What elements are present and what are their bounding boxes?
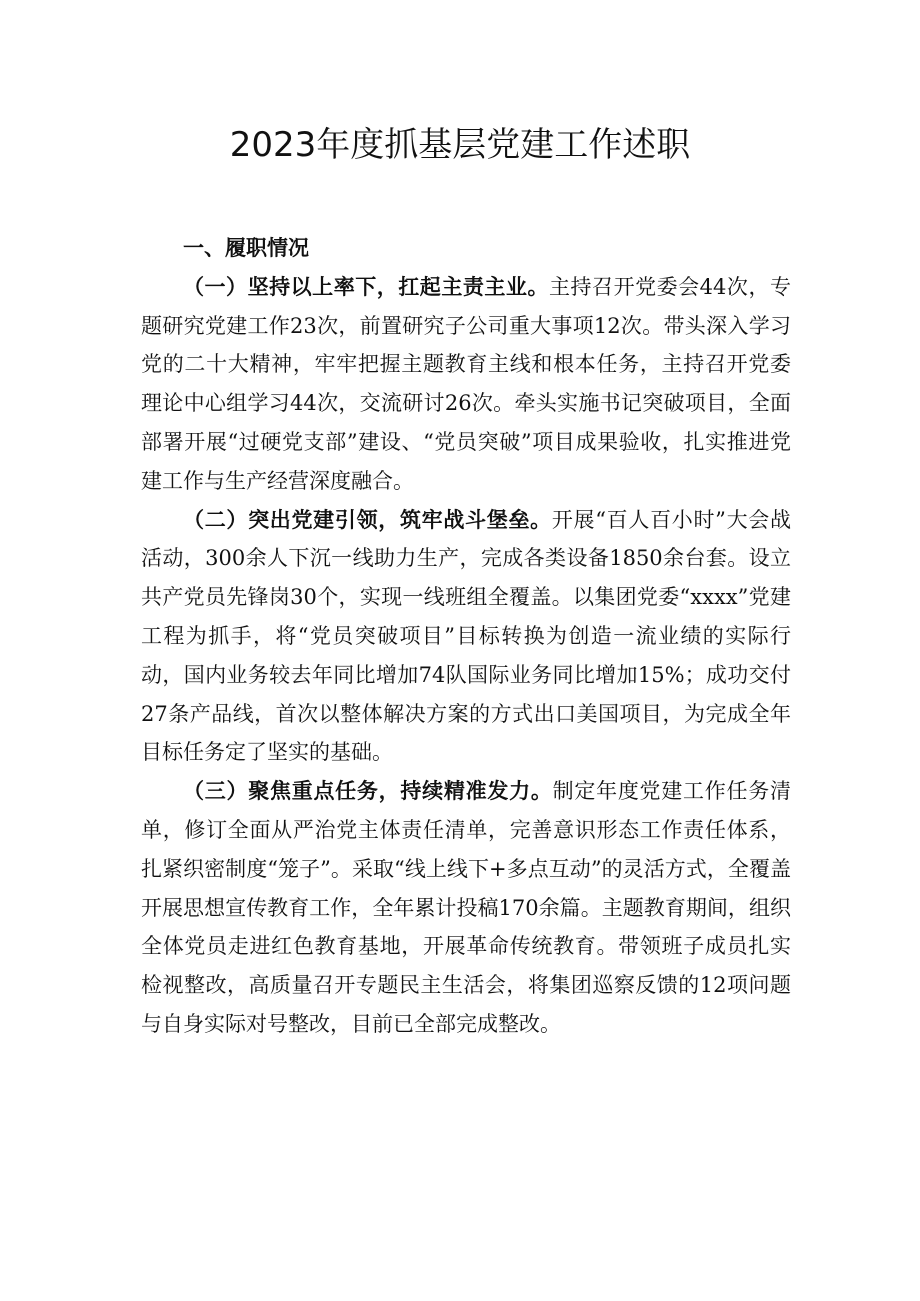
paragraph-lead: （三）聚焦重点任务，持续精准发力。 — [183, 778, 553, 804]
paragraph-1 — [141, 268, 791, 501]
section-heading: 一、履职情况 — [183, 235, 309, 260]
paragraph-2 — [141, 501, 791, 773]
paragraph-text: 制定年度党建工作任务清单，修订全面从严治党主体责任清单，完善意识形态工作责任体系，扎紧织密制度“笼子”。采取“线上线下+多点互动”的灵活方式，全覆盖开展思想宣传教育工作，全年累计投稿170余篇。主题教育期间，组织全体党员走进红色教育基地，开展革命传统教育。带领班子成员扎实检视整改，高质量召开专题民主生活会，将集团巡察反馈的12项问题与自身实际对号整改，目前已全部完成整改。 — [141, 779, 792, 1036]
paragraph-lead: （一）坚持以上率下，扛起主责主业。 — [183, 273, 549, 299]
document-body — [141, 229, 791, 1044]
document-title: 2023年度抓基层党建工作述职 — [229, 125, 691, 165]
paragraph-text: 开展“百人百小时”大会战活动，300余人下沉一线助力生产，完成各类设备1850余台套。设立共产党员先锋岗30个，实现一线班组全覆盖。以集团党委“xxxx”党建工程为抓手，将“党员突破项目”目标转换为创造一流业绩的实际行动，国内业务较去年同比增加74队国际业务同比增加15%；成功交付27条产品线，首次以整体解决方案的方式出口美国项目，为完成全年目标任务定了坚实的基础。 — [141, 507, 791, 765]
paragraph-lead: （二）突出党建引领，筑牢战斗堡垒。 — [183, 506, 552, 532]
paragraph-3 — [141, 772, 791, 1044]
paragraph-text: 主持召开党委会44次，专题研究党建工作23次，前置研究子公司重大事项12次。带头深入学习党的二十大精神，牢牢把握主题教育主线和根本任务，主持召开党委理论中心组学习44次，交流研讨26次。牵头实施书记突破项目，全面部署开展“过硬党支部”建设、“党员突破”项目成果验收，扎实推进党建工作与生产经营深度融合。 — [141, 274, 791, 493]
